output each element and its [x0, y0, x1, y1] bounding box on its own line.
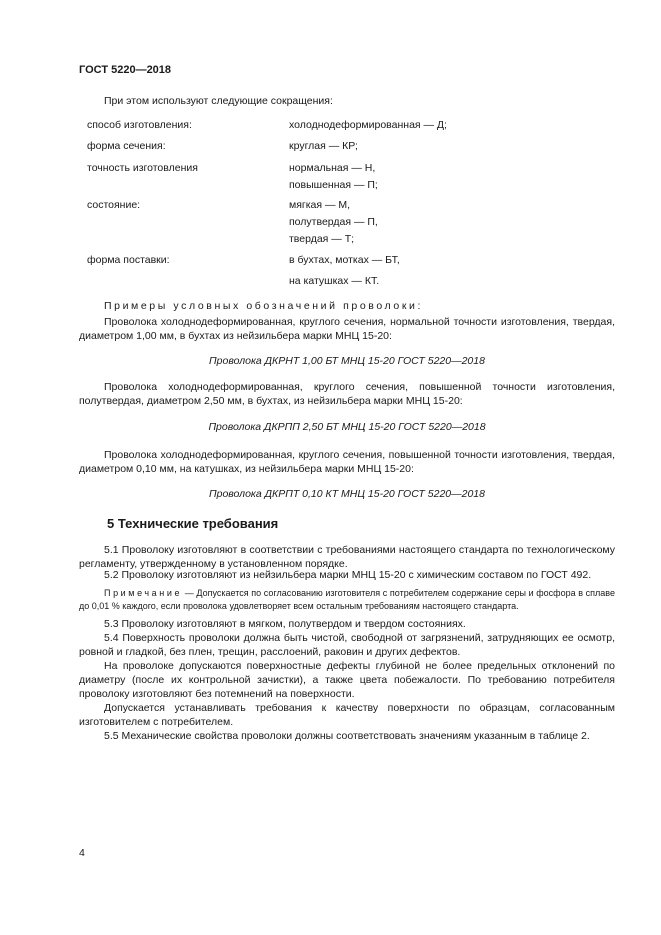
abbr-label-method: способ изготовления: — [87, 119, 192, 131]
note-block — [79, 587, 615, 613]
example-2-text: Проволока холоднодеформированная, круглого сечения, повышенной точности изготовления, полутвердая, диаметром 2,50 мм, в бухтах, из нейзильбера марки МНЦ 15-20: — [79, 381, 615, 407]
surface-samples-paragraph: Допускается устанавливать требования к качеству поверхности по образцам, согласованным изготовителем с потребителем. — [79, 702, 615, 728]
abbr-value-delivery-bt: в бухтах, мотках — БТ, — [289, 254, 400, 266]
example-1-text: Проволока холоднодеформированная, круглого сечения, нормальной точности изготовления, твердая, диаметром 1,00 мм, в бухтах из нейзильбера марки МНЦ 15-20: — [79, 316, 615, 342]
note-text: — Допускается по согласованию изготовителя с потребителем содержание серы и фосфора в сплаве до 0,01 % каждого, если проволока удовлетворяет всем остальным требованиям настоящего стандарта. — [79, 588, 615, 611]
example-2-designation: Проволока ДКРПП 2,50 БТ МНЦ 15-20 ГОСТ 5220—2018 — [208, 421, 486, 433]
clause-5-5: 5.5 Механические свойства проволоки должны соответствовать значениям указанным в таблице 2. — [104, 730, 590, 742]
abbr-label-accuracy: точность изготовления — [87, 162, 198, 174]
abbr-value-state-t: твердая — Т; — [289, 233, 355, 245]
abbr-label-delivery: форма поставки: — [87, 254, 170, 266]
abbr-value-accuracy-n: нормальная — Н, — [289, 162, 376, 174]
example-1-designation: Проволока ДКРНТ 1,00 БТ МНЦ 15-20 ГОСТ 5220—2018 — [209, 355, 485, 367]
abbr-value-delivery-kt: на катушках — КТ. — [289, 275, 380, 287]
abbr-value-accuracy-p: повышенная — П; — [289, 179, 378, 191]
abbreviations-intro: При этом используют следующие сокращения: — [104, 95, 333, 107]
page-number: 4 — [79, 847, 85, 859]
section-title: 5 Технические требования — [107, 516, 279, 531]
clause-5-3: 5.3 Проволоку изготовляют в мягком, полутвердом и твердом состояниях. — [104, 618, 466, 630]
example-3-text: Проволока холоднодеформированная, круглого сечения, повышенной точности изготовления, твердая, диаметром 0,10 мм, на катушках, из нейзильбера марки МНЦ 15-20: — [79, 449, 615, 475]
abbr-value-method-d: холоднодеформированная — Д; — [289, 119, 447, 131]
clause-5-1: 5.1 Проволоку изготовляют в соответствии с требованиями настоящего стандарта по технологическому регламенту, утвержденному в установленном порядке. — [79, 544, 615, 570]
surface-defects-paragraph: На проволоке допускаются поверхностные дефекты глубиной не более предельных отклонений по диаметру (после их контрольной зачистки), а также цвета побежалости. По требованию потребителя проволоку изготовляют без потемнений на поверхности. — [79, 660, 615, 700]
clause-5-2: 5.2 Проволоку изготовляют из нейзильбера марки МНЦ 15-20 с химическим составом по ГОСТ 492. — [104, 569, 592, 581]
abbr-value-state-p: полутвердая — П, — [289, 216, 378, 228]
abbr-label-state: состояние: — [87, 199, 141, 211]
abbr-value-state-m: мягкая — М, — [289, 199, 351, 211]
document-header: ГОСТ 5220—2018 — [79, 64, 172, 76]
example-3-designation: Проволока ДКРПТ 0,10 КТ МНЦ 15-20 ГОСТ 5220—2018 — [209, 488, 485, 500]
examples-heading: Примеры условных обозначений проволоки: — [104, 300, 424, 312]
note-label: Примечание — [104, 588, 183, 598]
abbr-label-section: форма сечения: — [87, 140, 166, 152]
abbr-value-section-kr: круглая — КР; — [289, 140, 358, 152]
clause-5-4: 5.4 Поверхность проволоки должна быть чистой, свободной от загрязнений, затрудняющих ее осмотр, ровной и гладкой, без плен, трещин, расслоений, раковин и других дефектов. — [79, 632, 615, 658]
